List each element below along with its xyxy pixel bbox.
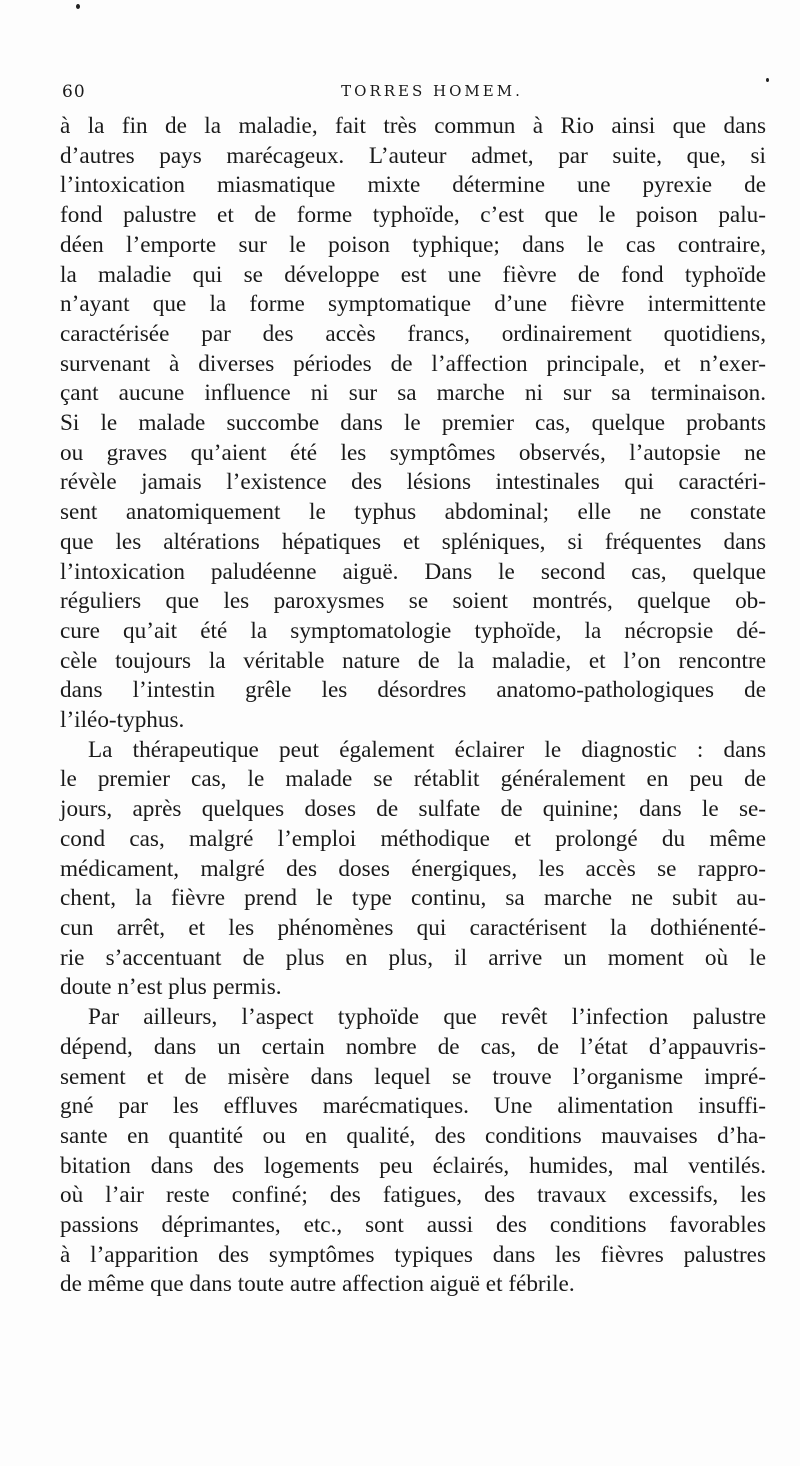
text-line: réguliers que les paroxysmes se soient montrés, quelque ob- (60, 588, 766, 615)
text-line: sent anatomiquement le typhus abdominal; elle ne constate (60, 499, 766, 526)
paragraph (60, 736, 766, 1003)
text-line: médicament, malgré des doses énergiques, les accès se rappro- (60, 855, 766, 882)
text-line: l’intoxication paludéenne aiguë. Dans le second cas, quelque (60, 558, 766, 585)
text-line: bitation dans des logements peu éclairés, humides, mal ventilés. (60, 1152, 766, 1179)
page-number: 60 (62, 82, 86, 102)
text-line: Par ailleurs, l’aspect typhoïde que revêt l’infection palustre (88, 1004, 766, 1031)
text-line: jours, après quelques doses de sulfate de quinine; dans le se- (60, 796, 766, 823)
text-line: le premier cas, le malade se rétablit généralement en peu de (60, 766, 766, 793)
text-line: sante en quantité ou en qualité, des conditions mauvaises d’ha- (60, 1122, 766, 1149)
text-line: cond cas, malgré l’emploi méthodique et prolongé du même (60, 825, 766, 852)
text-line: à l’apparition des symptômes typiques dans les fièvres palustres (60, 1241, 766, 1268)
text-line: cèle toujours la véritable nature de la maladie, et l’on rencontre (60, 647, 766, 674)
text-line: doute n’est plus permis. (60, 974, 282, 1001)
text-line: chent, la fièvre prend le type continu, sa marche ne subit au- (60, 885, 766, 912)
paragraph (60, 112, 766, 736)
text-line: La thérapeutique peut également éclairer le diagnostic : dans (88, 736, 766, 763)
text-line: Si le malade succombe dans le premier cas, quelque probants (60, 410, 766, 437)
body-text (60, 112, 766, 1300)
text-line: la maladie qui se développe est une fièvre de fond typhoïde (60, 261, 766, 288)
ink-speck (76, 4, 80, 9)
text-line: sement et de misère dans lequel se trouve l’organisme impré- (60, 1063, 766, 1090)
text-line: l’intoxication miasmatique mixte détermine une pyrexie de (60, 172, 766, 199)
text-line: gné par les effluves marécmatiques. Une alimentation insuffi- (60, 1093, 766, 1120)
text-line: dans l’intestin grêle les désordres anatomo-pathologiques de (60, 677, 766, 704)
text-line: que les altérations hépatiques et spléniques, si fréquentes dans (60, 528, 766, 555)
running-title: TORRES HOMEM. (341, 82, 523, 100)
text-line: cure qu’ait été la symptomatologie typhoïde, la nécropsie dé- (60, 617, 766, 644)
page-header (62, 82, 762, 106)
paragraph (60, 1003, 766, 1300)
text-line: cun arrêt, et les phénomènes qui caractérisent la dothiénenté- (60, 914, 766, 941)
text-line: révèle jamais l’existence des lésions intestinales qui caractéri- (60, 469, 766, 496)
text-line: où l’air reste confiné; des fatigues, des travaux excessifs, les (60, 1182, 766, 1209)
text-line: d’autres pays marécageux. L’auteur admet, par suite, que, si (60, 142, 766, 169)
text-line: l’iléo-typhus. (60, 707, 185, 734)
text-line: n’ayant que la forme symptomatique d’une fièvre intermittente (60, 291, 766, 318)
text-line: passions déprimantes, etc., sont aussi des conditions favorables (60, 1212, 766, 1239)
text-line: çant aucune influence ni sur sa marche ni sur sa terminaison. (60, 380, 766, 407)
text-line: survenant à diverses périodes de l’affection principale, et n’exer- (60, 350, 766, 377)
text-line: déen l’emporte sur le poison typhique; dans le cas contraire, (60, 231, 766, 258)
ink-speck (766, 78, 769, 82)
text-line: dépend, dans un certain nombre de cas, de l’état d’appauvris- (60, 1033, 766, 1060)
text-line: ou graves qu’aient été les symptômes observés, l’autopsie ne (60, 439, 766, 466)
text-line: à la fin de la maladie, fait très commun à Rio ainsi que dans (60, 113, 766, 139)
text-line: caractérisée par des accès francs, ordinairement quotidiens, (60, 320, 766, 347)
text-line: rie s’accentuant de plus en plus, il arrive un moment où le (60, 944, 766, 971)
text-line: de même que dans toute autre affection aiguë et fébrile. (60, 1271, 575, 1298)
text-line: fond palustre et de forme typhoïde, c’est que le poison palu- (60, 202, 766, 229)
